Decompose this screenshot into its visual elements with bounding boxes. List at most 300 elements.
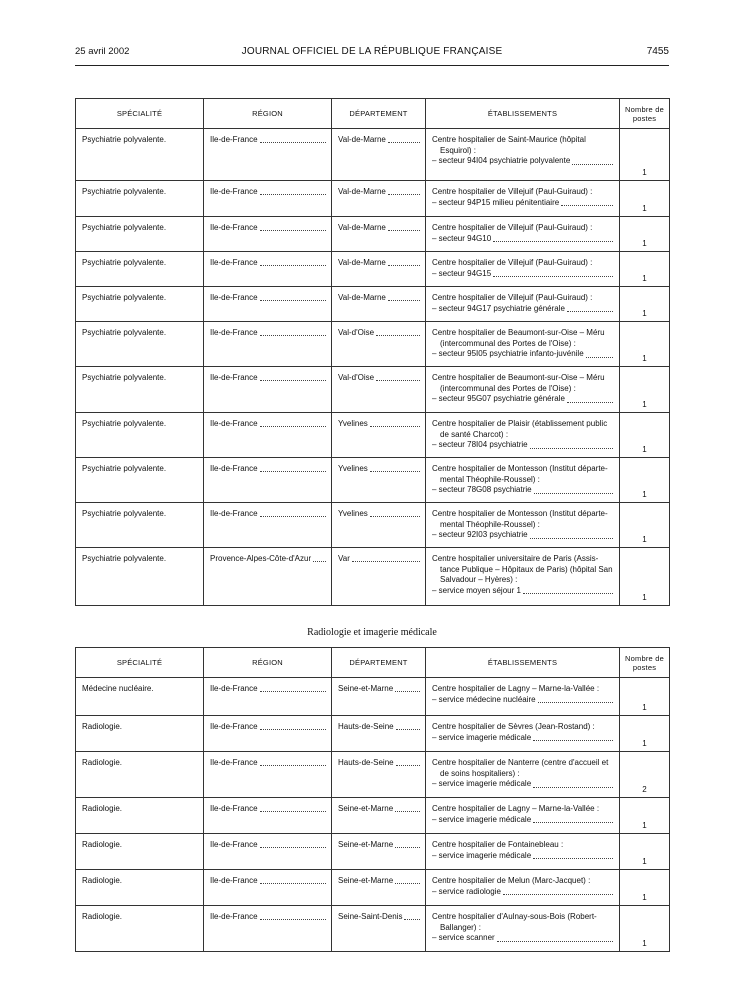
etablissement-line [432,349,613,360]
region-cell [204,906,332,952]
postes-cell: 1 [620,322,670,367]
table-row [76,752,670,798]
departement-value [338,257,420,268]
dot-leader [493,276,613,277]
region-cell [204,678,332,716]
dot-leader [530,448,613,449]
etablissement-line: (intercommunal des Portes de l'Oise) : [440,383,576,393]
etablissement-line: Centre hospitalier de Nanterre (centre d'accueil et [432,758,609,767]
etablissement-line-text: – secteur 94P15 milieu pénitentiaire [432,197,560,207]
etablissement-line [432,485,613,496]
departement-value-text: Val-d'Oise [338,373,375,382]
dot-leader [523,593,613,594]
table-row [76,287,670,322]
specialite-cell: Radiologie. [76,906,204,952]
postes-cell: 1 [620,367,670,413]
etablissement-line-text: – service médecine nucléaire [432,694,536,704]
etablissement-line: Centre hospitalier de Lagny – Marne-la-Vallée : [432,684,600,693]
region-value [210,327,326,338]
table-row [76,870,670,906]
departement-cell [332,870,426,906]
etablissement-line-text: – secteur 95I05 psychiatrie infanto-juvénile [432,349,584,358]
region-cell [204,129,332,181]
postes-cell: 1 [620,906,670,952]
region-value-text: Ile-de-France [210,876,258,885]
postes-table-psychiatrie [75,98,670,606]
dot-leader [396,729,420,730]
departement-value-text: Val-de-Marne [338,258,386,267]
etablissement-line: Centre hospitalier de Villejuif (Paul-Guiraud) : [432,258,593,267]
region-value-text: Ile-de-France [210,509,258,518]
etablissements-cell [426,458,620,503]
etablissement-line: Salvadour – Hyères) : [440,575,518,584]
etablissement-line: Esquirol) : [440,145,477,155]
etablissements-cell [426,503,620,548]
departement-cell [332,503,426,548]
postes-cell: 1 [620,458,670,503]
dot-leader [538,702,613,703]
departement-value-text: Seine-Saint-Denis [338,912,403,921]
etablissements-cell [426,870,620,906]
region-cell [204,413,332,458]
departement-value-text: Val-d'Oise [338,328,375,337]
region-value [210,839,326,850]
dot-leader [388,194,420,195]
etablissement-line: mental Théophile-Roussel) : [440,474,540,484]
departement-value [338,757,420,768]
dot-leader [313,561,326,562]
dot-leader [530,538,613,539]
dot-leader [493,241,613,242]
col-header-specialite: SPÉCIALITÉ [76,648,204,678]
etablissement-line: Centre hospitalier de Melun (Marc-Jacquet) : [432,876,591,885]
etablissement-line [432,304,613,315]
departement-value [338,911,420,922]
etablissement-line-text: – service imagerie médicale [432,850,532,860]
dot-leader [260,516,326,517]
etablissement-line: Centre hospitalier universitaire de Paris (Assis- [432,554,599,563]
dot-leader [260,919,326,920]
departement-value [338,875,420,886]
departement-value [338,418,420,429]
table-row [76,129,670,181]
dot-leader [388,300,420,301]
region-cell [204,798,332,834]
region-cell [204,217,332,252]
dot-leader [534,493,613,494]
region-cell [204,870,332,906]
dot-leader [395,847,420,848]
region-cell [204,367,332,413]
dot-leader [260,729,326,730]
etablissements-cell [426,181,620,217]
etablissement-line: Centre hospitalier de Saint-Maurice (hôpital [432,135,586,144]
departement-value [338,839,420,850]
postes-cell: 1 [620,716,670,752]
region-value-text: Ile-de-France [210,258,258,267]
etablissement-line: tance Publique – Hôpitaux de Paris) (hôpital San [440,564,613,574]
dot-leader [260,380,326,381]
etablissements-cell [426,129,620,181]
etablissement-line: Centre hospitalier de Villejuif (Paul-Guiraud) : [432,223,593,232]
etablissement-line-text: – service imagerie médicale [432,779,532,788]
dot-leader [533,858,613,859]
dot-leader [260,471,326,472]
postes-cell: 1 [620,834,670,870]
region-value [210,757,326,768]
specialite-cell: Radiologie. [76,870,204,906]
region-value [210,508,326,519]
etablissement-line-text: – secteur 94G15 [432,268,492,278]
region-cell [204,458,332,503]
postes-cell: 1 [620,129,670,181]
specialite-cell: Psychiatrie polyvalente. [76,322,204,367]
specialite-cell: Psychiatrie polyvalente. [76,129,204,181]
etablissements-cell [426,413,620,458]
departement-value-text: Hauts-de-Seine [338,722,394,731]
table-row [76,181,670,217]
departement-cell [332,129,426,181]
etablissement-line: Centre hospitalier de Montesson (Institut départe- [432,464,608,473]
etablissements-cell [426,287,620,322]
col-header-departement: DÉPARTEMENT [332,648,426,678]
dot-leader [395,883,420,884]
etablissement-line: de soins hospitaliers) : [440,768,520,778]
etablissements-cell [426,798,620,834]
dot-leader [388,230,420,231]
dot-leader [376,335,420,336]
etablissement-line [432,851,613,862]
etablissement-line [432,733,613,744]
dot-leader [395,811,420,812]
specialite-cell: Radiologie. [76,716,204,752]
region-cell [204,503,332,548]
etablissement-line: Centre hospitalier de Lagny – Marne-la-Vallée : [432,804,600,813]
dot-leader [370,516,420,517]
dot-leader [260,811,326,812]
table-row [76,458,670,503]
region-value [210,134,326,145]
dot-leader [388,142,420,143]
dot-leader [260,847,326,848]
region-value-text: Ile-de-France [210,758,258,767]
region-value-text: Ile-de-France [210,684,258,693]
dot-leader [260,765,326,766]
region-value [210,372,326,383]
dot-leader [260,194,326,195]
page-number: 7455 [646,46,669,57]
region-cell [204,716,332,752]
region-value-text: Ile-de-France [210,419,258,428]
col-header-region: RÉGION [204,648,332,678]
postes-cell: 1 [620,548,670,606]
etablissement-line [432,695,613,706]
postes-cell: 1 [620,217,670,252]
dot-leader [260,883,326,884]
departement-value-text: Var [338,554,350,563]
etablissements-cell [426,906,620,952]
page-header [75,46,669,60]
etablissement-line-text: – service moyen séjour 1 [432,585,521,595]
table-row [76,906,670,952]
table-header-row [76,648,670,678]
dot-leader [388,265,420,266]
departement-cell [332,678,426,716]
dot-leader [503,894,613,895]
specialite-cell: Psychiatrie polyvalente. [76,287,204,322]
table-row [76,217,670,252]
etablissements-cell [426,834,620,870]
table-row [76,834,670,870]
departement-cell [332,548,426,606]
dot-leader [260,426,326,427]
etablissements-cell [426,367,620,413]
region-value [210,292,326,303]
departement-value [338,186,420,197]
header-rule [75,65,669,66]
departement-value [338,327,420,338]
dot-leader [260,142,326,143]
region-value-text: Ile-de-France [210,722,258,731]
departement-cell [332,798,426,834]
postes-table-radiologie [75,647,670,952]
specialite-cell: Radiologie. [76,798,204,834]
departement-cell [332,287,426,322]
departement-value [338,134,420,145]
departement-value-text: Seine-et-Marne [338,804,394,813]
dot-leader [376,380,420,381]
etablissement-line: de santé Charcot) : [440,429,509,439]
departement-value [338,683,420,694]
etablissement-line: (intercommunal des Portes de l'Oise) : [440,338,576,348]
departement-cell [332,217,426,252]
postes-cell: 1 [620,287,670,322]
etablissement-line: Centre hospitalier de Fontainebleau : [432,840,564,849]
col-header-region: RÉGION [204,99,332,129]
col-header-postes: Nombre de postes [620,648,670,678]
departement-value-text: Yvelines [338,419,368,428]
dot-leader [533,787,613,788]
etablissement-line: Centre hospitalier de Sèvres (Jean-Rostand) : [432,722,595,731]
etablissement-line-text: – secteur 78G08 psychiatrie [432,485,532,494]
specialite-cell: Radiologie. [76,752,204,798]
region-value-text: Ile-de-France [210,135,258,144]
dot-leader [260,265,326,266]
table-row [76,413,670,458]
etablissement-line: Centre hospitalier de Villejuif (Paul-Guiraud) : [432,187,593,196]
col-header-departement: DÉPARTEMENT [332,99,426,129]
etablissement-line [432,887,613,898]
etablissements-cell [426,322,620,367]
etablissement-line [432,530,613,541]
etablissements-cell [426,217,620,252]
postes-cell: 1 [620,252,670,287]
departement-cell [332,458,426,503]
table-row [76,678,670,716]
etablissement-line: Centre hospitalier de Plaisir (établissement public [432,419,608,428]
etablissement-line: Centre hospitalier de Villejuif (Paul-Guiraud) : [432,293,593,302]
departement-value-text: Val-de-Marne [338,223,386,232]
etablissement-line-text: – secteur 78I04 psychiatrie [432,440,528,449]
departement-value [338,553,420,564]
postes-cell: 1 [620,678,670,716]
region-value-text: Provence-Alpes-Côte-d'Azur [210,554,312,563]
specialite-cell: Radiologie. [76,834,204,870]
etablissement-line: Ballanger) : [440,922,481,932]
postes-cell: 1 [620,870,670,906]
region-cell [204,287,332,322]
specialite-cell: Psychiatrie polyvalente. [76,458,204,503]
table-row [76,367,670,413]
etablissement-line: Centre hospitalier de Beaumont-sur-Oise – Méru [432,373,605,382]
col-header-etablissements: ÉTABLISSEMENTS [426,648,620,678]
col-header-postes: Nombre de postes [620,99,670,129]
etablissement-line-text: – secteur 95G07 psychiatrie générale [432,394,565,403]
postes-cell: 1 [620,798,670,834]
journal-title: JOURNAL OFFICIEL DE LA RÉPUBLIQUE FRANÇAISE [241,46,503,57]
table-row [76,798,670,834]
departement-value [338,721,420,732]
specialite-cell: Psychiatrie polyvalente. [76,181,204,217]
etablissement-line [432,156,613,167]
etablissement-line [432,440,613,451]
etablissements-cell [426,678,620,716]
region-cell [204,834,332,870]
region-value [210,186,326,197]
departement-value-text: Seine-et-Marne [338,684,394,693]
departement-value-text: Val-de-Marne [338,187,386,196]
etablissements-cell [426,716,620,752]
region-value-text: Ile-de-France [210,223,258,232]
etablissement-line-text: – service radiologie [432,886,501,896]
dot-leader [567,311,613,312]
dot-leader [561,205,613,206]
etablissement-line: mental Théophile-Roussel) : [440,519,540,529]
departement-cell [332,834,426,870]
etablissement-line [432,933,613,944]
region-value-text: Ile-de-France [210,187,258,196]
region-value [210,553,326,564]
col-header-specialite: SPÉCIALITÉ [76,99,204,129]
region-cell [204,181,332,217]
region-value-text: Ile-de-France [210,464,258,473]
departement-value [338,292,420,303]
dot-leader [572,164,613,165]
etablissement-line-text: – secteur 94G17 psychiatrie générale [432,303,565,313]
dot-leader [533,740,613,741]
table-row [76,548,670,606]
region-value [210,875,326,886]
dot-leader [396,765,420,766]
departement-cell [332,906,426,952]
departement-cell [332,367,426,413]
specialite-cell: Psychiatrie polyvalente. [76,503,204,548]
departement-cell [332,716,426,752]
region-value [210,463,326,474]
region-value-text: Ile-de-France [210,293,258,302]
etablissement-line [432,394,613,405]
etablissement-line [432,198,613,209]
region-value [210,257,326,268]
specialite-cell: Psychiatrie polyvalente. [76,367,204,413]
dot-leader [586,357,613,358]
departement-value-text: Val-de-Marne [338,135,386,144]
table-row [76,716,670,752]
etablissements-cell [426,252,620,287]
departement-value-text: Yvelines [338,509,368,518]
dot-leader [370,471,420,472]
departement-value [338,803,420,814]
etablissement-line [432,234,613,245]
etablissement-line [432,586,613,597]
col-header-etablissements: ÉTABLISSEMENTS [426,99,620,129]
region-cell [204,548,332,606]
departement-value-text: Val-de-Marne [338,293,386,302]
departement-value-text: Yvelines [338,464,368,473]
table-row [76,503,670,548]
etablissements-cell [426,548,620,606]
etablissement-line-text: – service imagerie médicale [432,732,532,742]
etablissement-line-text: – secteur 94G10 [432,233,492,243]
region-value-text: Ile-de-France [210,804,258,813]
departement-value [338,508,420,519]
dot-leader [260,230,326,231]
section-title: Radiologie et imagerie médicale [307,627,437,638]
dot-leader [533,822,613,823]
header-date: 25 avril 2002 [75,46,130,57]
departement-value-text: Hauts-de-Seine [338,758,394,767]
postes-cell: 1 [620,181,670,217]
etablissement-line: Centre hospitalier d'Aulnay-sous-Bois (Robert- [432,912,597,921]
departement-cell [332,413,426,458]
specialite-cell: Psychiatrie polyvalente. [76,413,204,458]
etablissement-line-text: – secteur 92I03 psychiatrie [432,530,528,539]
region-value-text: Ile-de-France [210,373,258,382]
table-header-row [76,99,670,129]
dot-leader [260,335,326,336]
region-value-text: Ile-de-France [210,840,258,849]
departement-value [338,372,420,383]
departement-value [338,222,420,233]
dot-leader [370,426,420,427]
region-value [210,721,326,732]
table-row [76,252,670,287]
region-cell [204,322,332,367]
dot-leader [497,941,613,942]
etablissement-line-text: – service imagerie médicale [432,814,532,824]
specialite-cell: Psychiatrie polyvalente. [76,252,204,287]
table-row [76,322,670,367]
specialite-cell: Psychiatrie polyvalente. [76,217,204,252]
dot-leader [567,402,613,403]
departement-value-text: Seine-et-Marne [338,840,394,849]
postes-cell: 2 [620,752,670,798]
dot-leader [260,691,326,692]
dot-leader [352,561,420,562]
specialite-cell: Psychiatrie polyvalente. [76,548,204,606]
etablissement-line [432,269,613,280]
region-cell [204,252,332,287]
departement-value [338,463,420,474]
region-value-text: Ile-de-France [210,328,258,337]
etablissement-line [432,815,613,826]
departement-value-text: Seine-et-Marne [338,876,394,885]
region-value [210,803,326,814]
region-value [210,418,326,429]
region-value-text: Ile-de-France [210,912,258,921]
etablissement-line: Centre hospitalier de Beaumont-sur-Oise – Méru [432,328,605,337]
etablissement-line-text: – secteur 94I04 psychiatrie polyvalente [432,156,571,165]
